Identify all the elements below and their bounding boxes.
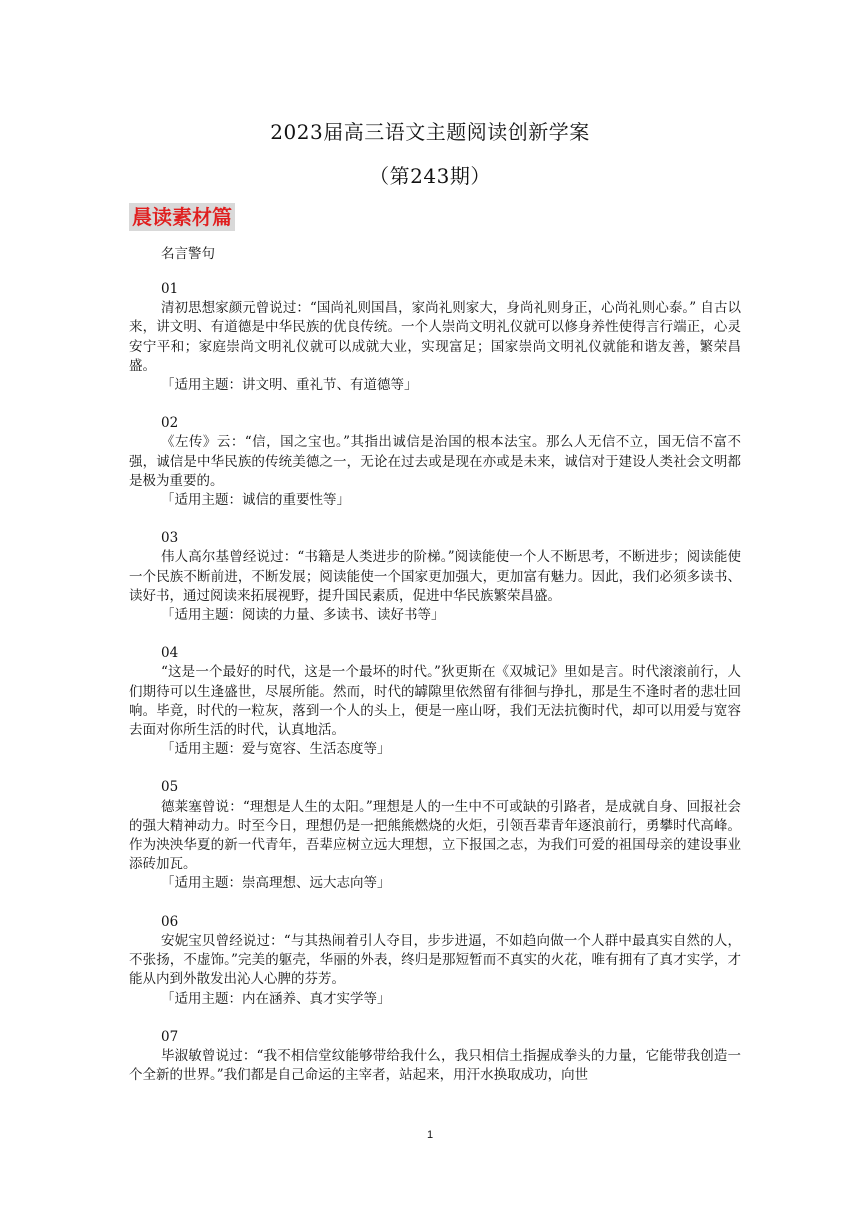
page-number: 1 bbox=[426, 1129, 434, 1141]
quote-text: 伟人高尔基曾经说过：“书籍是人类进步的阶梯。”阅读能使一个人不断思考，不断进步；阅读能使一个民族不断前进，不断发展；阅读能使一个国家更加强大，更加富有魅力。因此，我们必须多读书、读好书，通过阅读来拓展视野，提升国民素质，促进中华民族繁荣昌盛。 bbox=[129, 549, 741, 604]
quote-text: 毕淑敏曾说过：“我不相信堂纹能够带给我什么，我只相信土指握成拳头的力量，它能带我创造一个全新的世界。”我们都是自己命运的主宰者，站起来，用汗水换取成功，向世 bbox=[129, 1047, 741, 1084]
quote-text: 《左传》云：“信，国之宝也。”其指出诚信是治国的根本法宝。那么人无信不立，国无信不富不强，诚信是中华民族的传统美德之一，无论在过去或是现在亦或是未来，诚信对于建设人类社会文明都是极为重要的。 bbox=[129, 434, 741, 489]
quote-number: 02 bbox=[161, 415, 179, 432]
quote-item bbox=[129, 778, 741, 893]
quote-item bbox=[129, 913, 741, 1009]
quote-item bbox=[129, 280, 741, 395]
quote-number: 03 bbox=[161, 530, 179, 547]
quote-text: “这是一个最好的时代，这是一个最坏的时代。”狄更斯在《双城记》里如是言。时代滚滚前行，人们期待可以生逢盛世，尽展所能。然而，时代的罅隙里依然留有徘徊与挣扎，那是生不逢时者的悲壮回响。毕竟，时代的一粒灰，落到一个人的头上，便是一座山呀，我们无法抗衡时代，却可以用爱与宽容去面对你所生活的时代，认真地活。 bbox=[129, 664, 741, 739]
quote-text: 德莱塞曾说：“理想是人生的太阳。”理想是人的一生中不可或缺的引路者，是成就自身、回报社会的强大精神动力。时至今日，理想仍是一把熊熊燃烧的火炬，引领吾辈青年逐浪前行，勇攀时代高峰。作为泱泱华夏的新一代青年，吾辈应树立远大理想，立下报国之志，为我们可爱的祖国母亲的建设事业添砖加瓦。 bbox=[129, 798, 741, 873]
quote-text: 安妮宝贝曾经说过：“与其热闹着引人夺目，步步进逼，不如趋向做一个人群中最真实自然的人，不张扬，不虚饰。”完美的躯壳，华丽的外表，终归是那短暂而不真实的火花，唯有拥有了真才实学，才能从内到外散发出沁人心脾的芬芳。 bbox=[129, 932, 741, 988]
quote-item bbox=[129, 414, 741, 510]
quotes-list bbox=[129, 280, 741, 1104]
quote-item bbox=[129, 1028, 741, 1086]
quote-theme: 「适用主题：内在涵养、真才实学等」 bbox=[161, 990, 391, 1007]
quote-text: 清初思想家颜元曾说过：“国尚礼则国昌，家尚礼则家大，身尚礼则身正，心尚礼则心泰。” 自古以来，讲文明、有道德是中华民族的优良传统。一个人崇尚文明礼仪就可以修身养性使得言行端正，心灵安宁平和；家庭崇尚文明礼仪就可以成就大业，实现富足；国家崇尚文明礼仪就能和谐友善，繁荣昌盛。 bbox=[129, 300, 741, 374]
quote-number: 01 bbox=[161, 281, 179, 297]
issue-number: （第243期） bbox=[369, 164, 491, 188]
quote-number: 05 bbox=[161, 779, 179, 796]
quote-theme: 「适用主题：爱与宽容、生活态度等」 bbox=[161, 741, 391, 758]
quote-theme: 「适用主题：阅读的力量、多读书、读好书等」 bbox=[161, 607, 445, 624]
quote-number: 06 bbox=[161, 913, 179, 930]
quote-theme: 「适用主题：崇高理想、远大志向等」 bbox=[161, 875, 391, 892]
quote-theme: 「适用主题：诚信的重要性等」 bbox=[161, 492, 350, 509]
subheading: 名言警句 bbox=[161, 246, 215, 262]
quote-item bbox=[129, 644, 741, 759]
document-title: 2023届高三语文主题阅读创新学案 bbox=[270, 120, 590, 144]
quote-theme: 「适用主题：讲文明、重礼节、有道德等」 bbox=[161, 377, 418, 394]
quote-item bbox=[129, 529, 741, 625]
section-tag: 晨读素材篇 bbox=[129, 203, 235, 231]
quote-number: 04 bbox=[161, 645, 179, 662]
quote-number: 07 bbox=[161, 1028, 179, 1045]
